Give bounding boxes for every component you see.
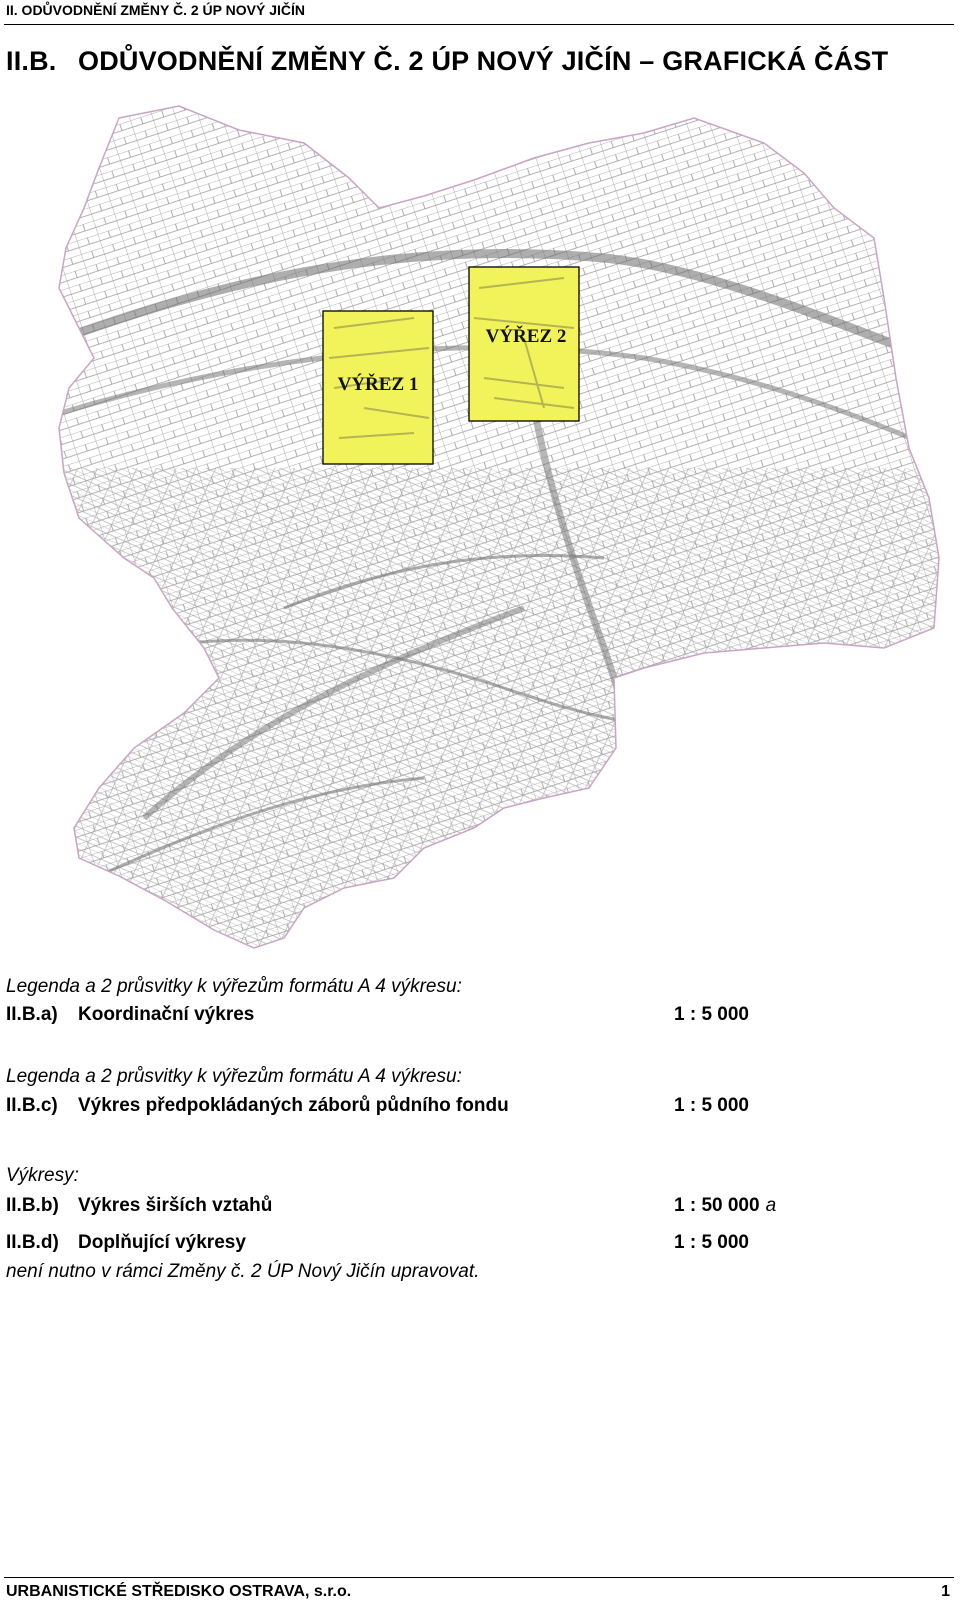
drawing-code: II.B.d) — [6, 1232, 59, 1253]
footer-divider — [4, 1577, 954, 1578]
cadastral-map-drawing — [4, 88, 954, 966]
drawing-scale — [674, 1195, 776, 1217]
drawing-code: II.B.b) — [6, 1195, 59, 1216]
cutout-2-label: VÝŘEZ 2 — [485, 326, 567, 347]
drawing-code: II.B.a) — [6, 1004, 58, 1025]
page-number: 1 — [941, 1583, 950, 1600]
page-title-text: ODŮVODNĚNÍ ZMĚNY Č. 2 ÚP NOVÝ JIČÍN – GRAFICKÁ ČÁST — [78, 46, 889, 76]
section-1-intro: Legenda a 2 průsvitky k výřezům formátu A 4 výkresu: — [6, 976, 462, 997]
drawing-code: II.B.c) — [6, 1095, 58, 1116]
section-2-intro: Legenda a 2 průsvitky k výřezům formátu A 4 výkresu: — [6, 1066, 462, 1087]
drawing-title: Výkres předpokládaných záborů půdního fondu — [78, 1095, 509, 1116]
header-divider — [4, 24, 954, 25]
cutout-2-frame — [469, 267, 579, 421]
section-3-intro: Výkresy: — [6, 1165, 79, 1186]
running-header: II. ODŮVODNĚNÍ ZMĚNY Č. 2 ÚP NOVÝ JIČÍN — [6, 2, 305, 18]
cutout-1-frame — [323, 311, 433, 464]
map-parcels — [4, 88, 954, 966]
drawing-scale-suffix: a — [765, 1195, 777, 1216]
drawing-scale: 1 : 5 000 — [674, 1095, 749, 1116]
drawing-item-b — [6, 1195, 936, 1219]
drawing-item-d — [6, 1232, 936, 1256]
page-title — [6, 46, 888, 77]
drawing-item-a — [6, 1004, 936, 1028]
section-3-outro: není nutno v rámci Změny č. 2 ÚP Nový Jičín upravovat. — [6, 1261, 480, 1282]
drawing-item-c — [6, 1095, 936, 1119]
drawing-scale-value: 1 : 50 000 — [674, 1195, 760, 1216]
drawing-title: Výkres širších vztahů — [78, 1195, 273, 1216]
drawing-title: Koordinační výkres — [78, 1004, 255, 1025]
drawing-scale: 1 : 5 000 — [674, 1232, 749, 1253]
cadastral-map — [4, 88, 954, 966]
page-title-code: II.B. — [6, 46, 57, 76]
drawing-scale: 1 : 5 000 — [674, 1004, 749, 1025]
cutout-1-label: VÝŘEZ 1 — [337, 374, 419, 395]
footer-company: URBANISTICKÉ STŘEDISKO OSTRAVA, s.r.o. — [6, 1583, 352, 1600]
drawing-title: Doplňující výkresy — [78, 1232, 246, 1253]
